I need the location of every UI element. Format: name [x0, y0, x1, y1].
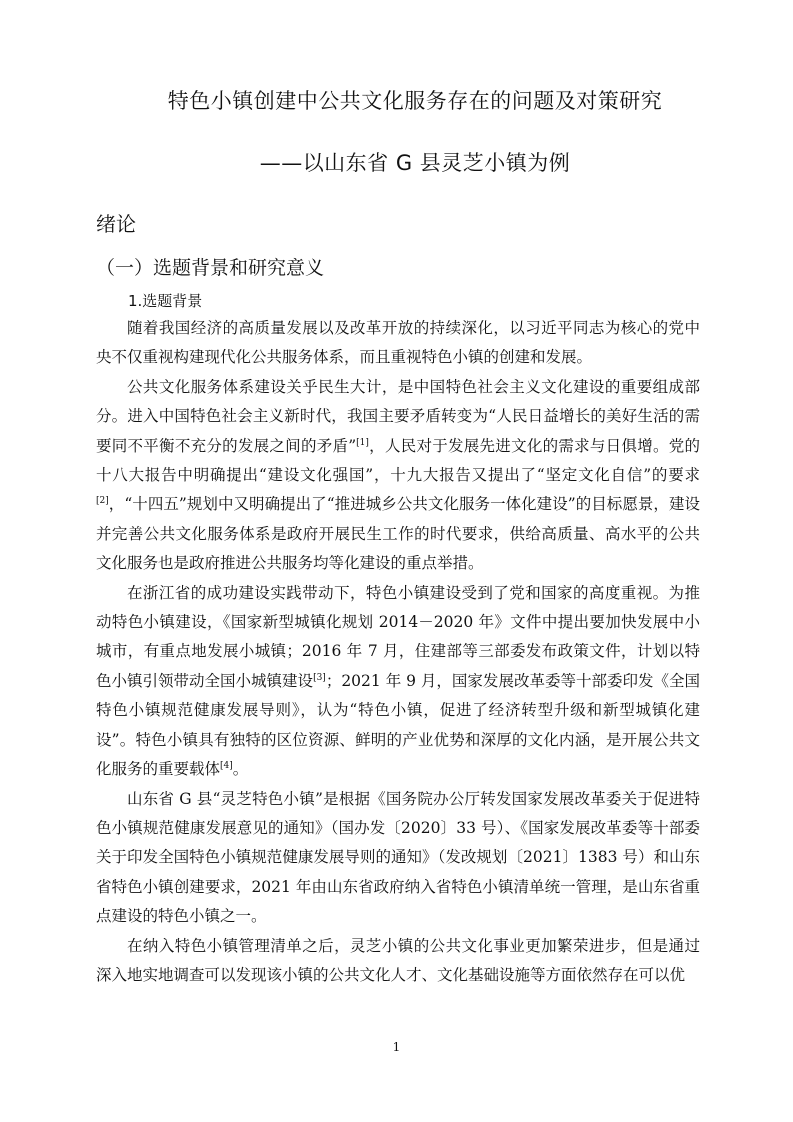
paragraph: 在浙江省的成功建设实践带动下，特色小镇建设受到了党和国家的高度重视。为推动特色小镇建设，《国家新型城镇化规划 2014－2020 年》文件中提出要加快发展中小城市，有重点地发展小城镇；2016 年 7 月，住建部等三部委发布政策文件，计划以特色小镇引领带动全国小城镇建设[3]；2021 年 9 月，国家发展改革委等十部委印发《全国特色小镇规范健康发展导则》，认为“特色小镇，促进了经济转型升级和新型城镇化建设”。特色小镇具有独特的区位资源、鲜明的产业优势和深厚的文化内涵，是开展公共文化服务的重要载体[4]。 [96, 583, 700, 779]
paper-title: 特色小镇创建中公共文化服务存在的问题及对策研究 [167, 89, 663, 113]
paragraph: 山东省 G 县“灵芝特色小镇”是根据《国务院办公厅转发国家发展改革委关于促进特色小镇规范健康发展意见的通知》（国办发〔2020〕33 号）、《国家发展改革委等十部委关于印发全国特色小镇规范健康发展导则的通知》（发改规划〔2021〕1383 号）和山东省特色小镇创建要求，2021 年由山东省政府纳入省特色小镇清单统一管理，是山东省重点建设的特色小镇之一。 [96, 789, 700, 926]
page-number: 1 [392, 1040, 401, 1054]
paragraph: 在纳入特色小镇管理清单之后，灵芝小镇的公共文化事业更加繁荣进步，但是通过深入地实地调查可以发现该小镇的公共文化人才、文化基础设施等方面依然存在可以优 [96, 936, 700, 984]
body-text [96, 314, 700, 990]
paragraph: 公共文化服务体系建设关乎民生大计，是中国特色社会主义文化建设的重要组成部分。进入中国特色社会主义新时代，我国主要矛盾转变为“人民日益增长的美好生活的需要同不平衡不充分的发展之间的矛盾”[1]，人民对于发展先进文化的需求与日俱增。党的十八大报告中明确提出“建设文化强国”，十九大报告又提出了“坚定文化自信”的要求[2]，“十四五”规划中又明确提出了“推进城乡公共文化服务一体化建设”的目标愿景，建设并完善公共文化服务体系是政府开展民生工作的时代要求，供给高质量、高水平的公共文化服务也是政府推进公共服务均等化建设的重点举措。 [96, 377, 700, 573]
citation-marker: [4] [220, 760, 233, 771]
citation-marker: [2] [96, 496, 109, 507]
subsection-heading: （一）选题背景和研究意义 [96, 257, 325, 279]
subsubsection-heading: 1.选题背景 [128, 292, 203, 310]
paragraph: 随着我国经济的高质量发展以及改革开放的持续深化，以习近平同志为核心的党中央不仅重视构建现代化公共服务体系，而且重视特色小镇的创建和发展。 [96, 319, 700, 367]
section-heading: 绪论 [96, 212, 136, 236]
paper-subtitle: ——以山东省 G 县灵芝小镇为例 [259, 151, 571, 175]
citation-marker: [1] [356, 437, 369, 448]
citation-marker: [3] [313, 672, 326, 683]
